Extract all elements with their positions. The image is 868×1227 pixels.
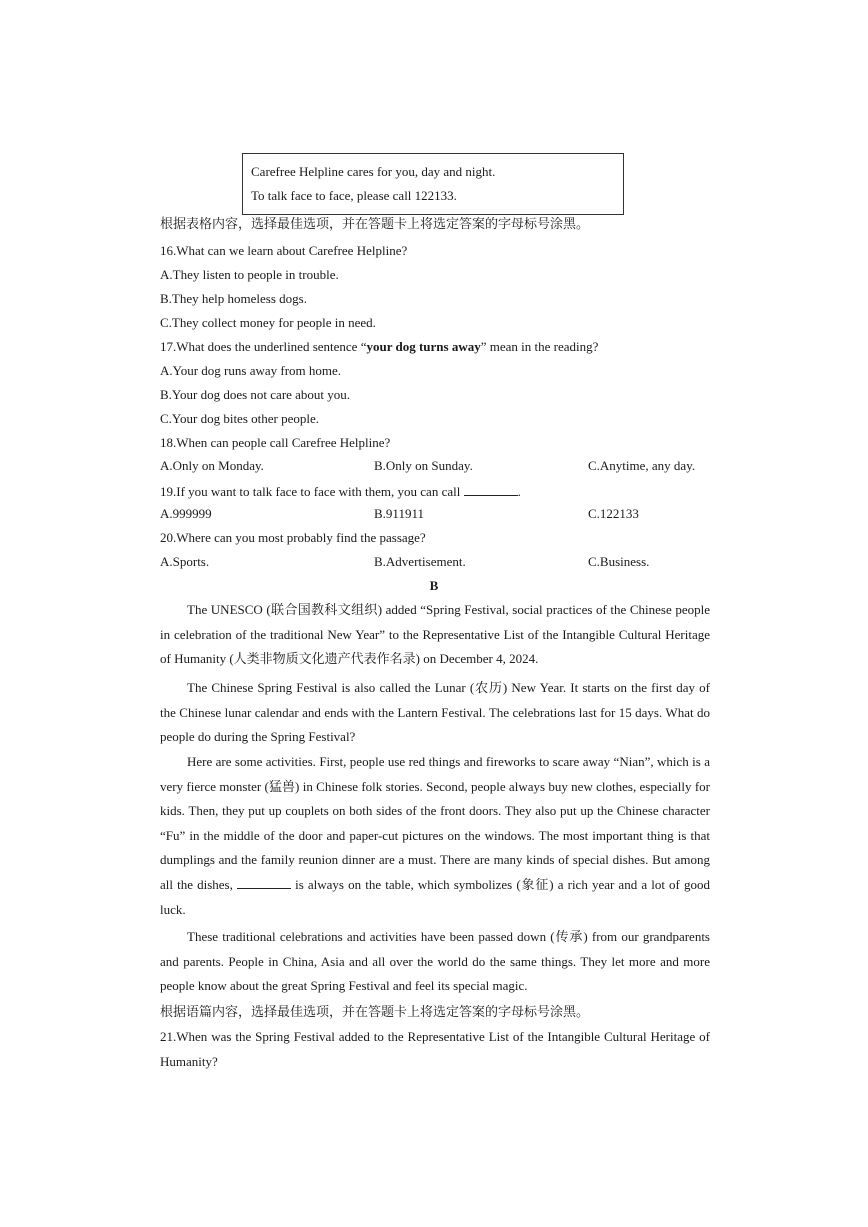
q17-option-b: B.Your dog does not care about you.: [160, 387, 351, 402]
q21-stem: 21.When was the Spring Festival added to the Representative List of the Intangible Cultural Heritage of Humanity?: [160, 1029, 710, 1069]
q17-option-c: C.Your dog bites other people.: [160, 411, 320, 426]
q20-option-b: B.Advertisement.: [374, 554, 466, 569]
q17-stem-pre: 17.What does the underlined sentence “: [160, 339, 367, 354]
q16-option-c: C.They collect money for people in need.: [160, 315, 376, 330]
q19-option-b: B.911911: [374, 506, 424, 521]
notice-line-1: Carefree Helpline cares for you, day and night.: [251, 164, 496, 179]
q20-option-c: C.Business.: [588, 554, 650, 569]
section-b-instruction: 根据语篇内容，选择最佳选项，并在答题卡上将选定答案的字母标号涂黑。: [160, 1004, 590, 1019]
helpline-notice-box: [242, 153, 624, 215]
passage-paragraph-4: These traditional celebrations and activities have been passed down (传承) from our grandparents and parents. People in China, Asia and all over the world do the same things. They let more and more people know about the great Spring Festival and feel its special magic.: [160, 929, 710, 994]
passage-paragraph-3: [160, 750, 710, 922]
section-b-heading: B: [429, 578, 439, 593]
notice-line-2: To talk face to face, please call 122133.: [251, 188, 457, 203]
q19-option-a: A.999999: [160, 506, 212, 521]
q16-option-b: B.They help homeless dogs.: [160, 291, 307, 306]
q18-options: [160, 458, 710, 474]
p3-answer-blank: [237, 876, 291, 889]
q18-option-c: C.Anytime, any day.: [588, 458, 696, 473]
q19-options: [160, 506, 710, 522]
passage-paragraph-1: The UNESCO (联合国教科文组织) added “Spring Festival, social practices of the Chinese people in celebration of the traditional New Year” to the Representative List of the Intangible Cultural Heritage of Humanity (人类非物质文化遗产代表作名录) on December 4, 2024.: [160, 602, 710, 667]
q19-answer-blank: [464, 483, 518, 496]
q17-option-a: A.Your dog runs away from home.: [160, 363, 342, 378]
q18-stem: 18.When can people call Carefree Helpline?: [160, 435, 391, 450]
q18-option-b: B.Only on Sunday.: [374, 458, 473, 473]
q19-option-c: C.122133: [588, 506, 639, 521]
q16-option-a: A.They listen to people in trouble.: [160, 267, 339, 282]
p3-text-pre: Here are some activities. First, people use red things and fireworks to scare away “Nian”, which is a very fierce monster (猛兽) in Chinese folk stories. Second, people always buy new clothes, especially for kids. Then, they put up couplets on both sides of the front doors. They also put up the Chinese character “Fu” in the middle of the door and paper-cut pictures on the windows. The most important thing is that dumplings and the family reunion dinner are a must. There are many kinds of special dishes. But among all the dishes,: [160, 754, 710, 892]
q19-stem: [160, 483, 521, 500]
q20-options: [160, 554, 710, 570]
q16-stem: 16.What can we learn about Carefree Helpline?: [160, 243, 408, 258]
section-a-instruction: 根据表格内容，选择最佳选项，并在答题卡上将选定答案的字母标号涂黑。: [160, 216, 590, 231]
q17-stem-bold: your dog turns away: [366, 339, 481, 354]
q17-stem-post: ” mean in the reading?: [480, 339, 599, 354]
q19-stem-post: .: [517, 484, 521, 499]
passage-paragraph-2: The Chinese Spring Festival is also called the Lunar (农历) New Year. It starts on the first day of the Chinese lunar calendar and ends with the Lantern Festival. The celebrations last for 15 days. What do people do during the Spring Festival?: [160, 680, 710, 745]
p3-text-post: is always on the table, which symbolizes (象征) a rich year and a lot of good luck.: [160, 876, 710, 917]
q17-stem: [160, 339, 598, 355]
q18-option-a: A.Only on Monday.: [160, 458, 264, 473]
q19-stem-pre: 19.If you want to talk face to face with them, you can call: [160, 484, 464, 499]
q20-option-a: A.Sports.: [160, 554, 210, 569]
q20-stem: 20.Where can you most probably find the passage?: [160, 530, 426, 545]
